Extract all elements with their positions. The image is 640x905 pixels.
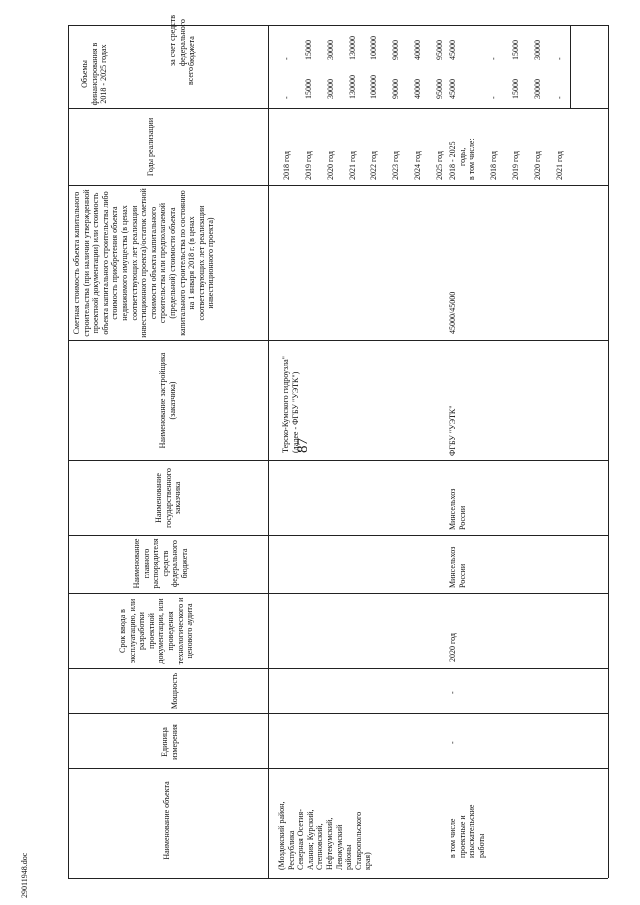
year-label: 2018 год — [489, 151, 498, 180]
total-value: 15000 — [511, 79, 520, 99]
table-border-bottom — [68, 878, 608, 879]
design-capacity: - — [448, 691, 457, 694]
total-value: 40000 — [413, 79, 422, 99]
design-cost: 45000/45000 — [448, 291, 457, 334]
table-border-right — [608, 25, 609, 878]
footer-filename: 29011948.doc — [20, 852, 29, 898]
federal-value: - — [555, 57, 564, 60]
federal-value: 95000 — [435, 40, 444, 60]
header-capacity: Мощность — [170, 672, 179, 710]
federal-value: 90000 — [391, 40, 400, 60]
header-federal: за счет средств федерального бюджета — [168, 14, 197, 66]
header-total: всего — [186, 67, 195, 86]
header-financing: Объемы финансирования в 2018 - 2025 годах — [80, 42, 109, 106]
header-unit: Единица измерения — [160, 724, 179, 760]
year-label: 2020 год — [326, 151, 335, 180]
header-years: Годы реализации — [146, 117, 155, 177]
col-rule — [68, 713, 608, 714]
col-rule — [68, 460, 608, 461]
federal-value: 15000 — [304, 40, 313, 60]
col-rule — [68, 668, 608, 669]
object-region-text: (Моздокский район, Республика Северная Осетия- Алания; Курский, Степновский, Нефтекумский, Левокумский районы Ставропольского края) — [277, 801, 373, 870]
federal-value: 30000 — [533, 40, 542, 60]
total-value: 30000 — [533, 79, 542, 99]
federal-value: - — [489, 57, 498, 60]
federal-value: 30000 — [326, 40, 335, 60]
col-rule — [68, 185, 608, 186]
total-value: - — [282, 96, 291, 99]
year-label: 2025 год — [435, 151, 444, 180]
design-object-text: в том числе проектные и изыскательские работы — [448, 804, 486, 858]
design-customer: Минсельхоз России — [448, 488, 467, 530]
total-value: 15000 — [304, 79, 313, 99]
year-label: 2024 год — [413, 151, 422, 180]
year-label: 2023 год — [391, 151, 400, 180]
total-value: 90000 — [391, 79, 400, 99]
federal-value: 15000 — [511, 40, 520, 60]
design-deadline: 2020 год — [448, 633, 457, 662]
year-label: 2018 год — [282, 151, 291, 180]
header-customer: Наименование государственного заказчика — [154, 468, 183, 528]
total-value: 30000 — [326, 79, 335, 99]
year-label: 2019 год — [511, 151, 520, 180]
table-border-top — [68, 25, 608, 26]
design-total: 45000 — [448, 79, 457, 99]
header-deadline: Срок ввода в эксплуатацию, или разработки проектной документации, или проведения технологического и ценового аудита — [118, 597, 195, 665]
col-rule — [68, 108, 608, 109]
federal-value: - — [282, 57, 291, 60]
year-label: 2022 год — [369, 151, 378, 180]
developer-intro-text: Терско-Кумского гидроузла" (далее - ФГБУ "УЭТК") — [281, 356, 300, 453]
year-label: 2020 год — [533, 151, 542, 180]
design-unit: - — [448, 741, 457, 744]
design-period: 2018 - 2025 годы, в том числе: — [448, 138, 477, 180]
header-object-name: Наименование объекта — [162, 781, 171, 860]
financing-header-rule — [570, 25, 571, 108]
federal-value: 40000 — [413, 40, 422, 60]
total-value: 130000 — [348, 75, 357, 99]
year-label: 2019 год — [304, 151, 313, 180]
header-developer: Наименование застройщика (заказчика) — [158, 352, 177, 449]
page-number: 87 — [295, 438, 311, 453]
header-bottom-rule — [268, 25, 269, 878]
col-rule — [68, 340, 608, 341]
year-label: 2021 год — [555, 151, 564, 180]
design-manager: Минсельхоз России — [448, 546, 467, 588]
federal-value: 100000 — [369, 36, 378, 60]
header-main-manager: Наименование главного распорядителя средств федерального бюджета — [132, 538, 189, 589]
year-label: 2021 год — [348, 151, 357, 180]
total-value: - — [555, 96, 564, 99]
total-value: 95000 — [435, 79, 444, 99]
table-border-left — [68, 25, 69, 878]
header-cost: Сметная стоимость объекта капитального строительства (при наличии утвержденной проектной документации) или стоимость объекта капитального строительства либо стоимость приобретения объекта недвижимого имущества (в ценах соответствующих лет реализации инвестиционного проекта)/остаток сметной стоимости объекта капитального строительства или предполагаемой (предельной) стоимости объекта капитального строительства по состоянию на 1 января 2018 г. (в ценах соответствующих лет реализации инвестиционного проекта) — [72, 188, 216, 338]
design-federal: 45000 — [448, 40, 457, 60]
total-value: - — [489, 96, 498, 99]
total-value: 100000 — [369, 75, 378, 99]
design-developer: ФГБУ "УЭТК" — [448, 405, 457, 456]
col-rule — [68, 593, 608, 594]
federal-value: 130000 — [348, 36, 357, 60]
